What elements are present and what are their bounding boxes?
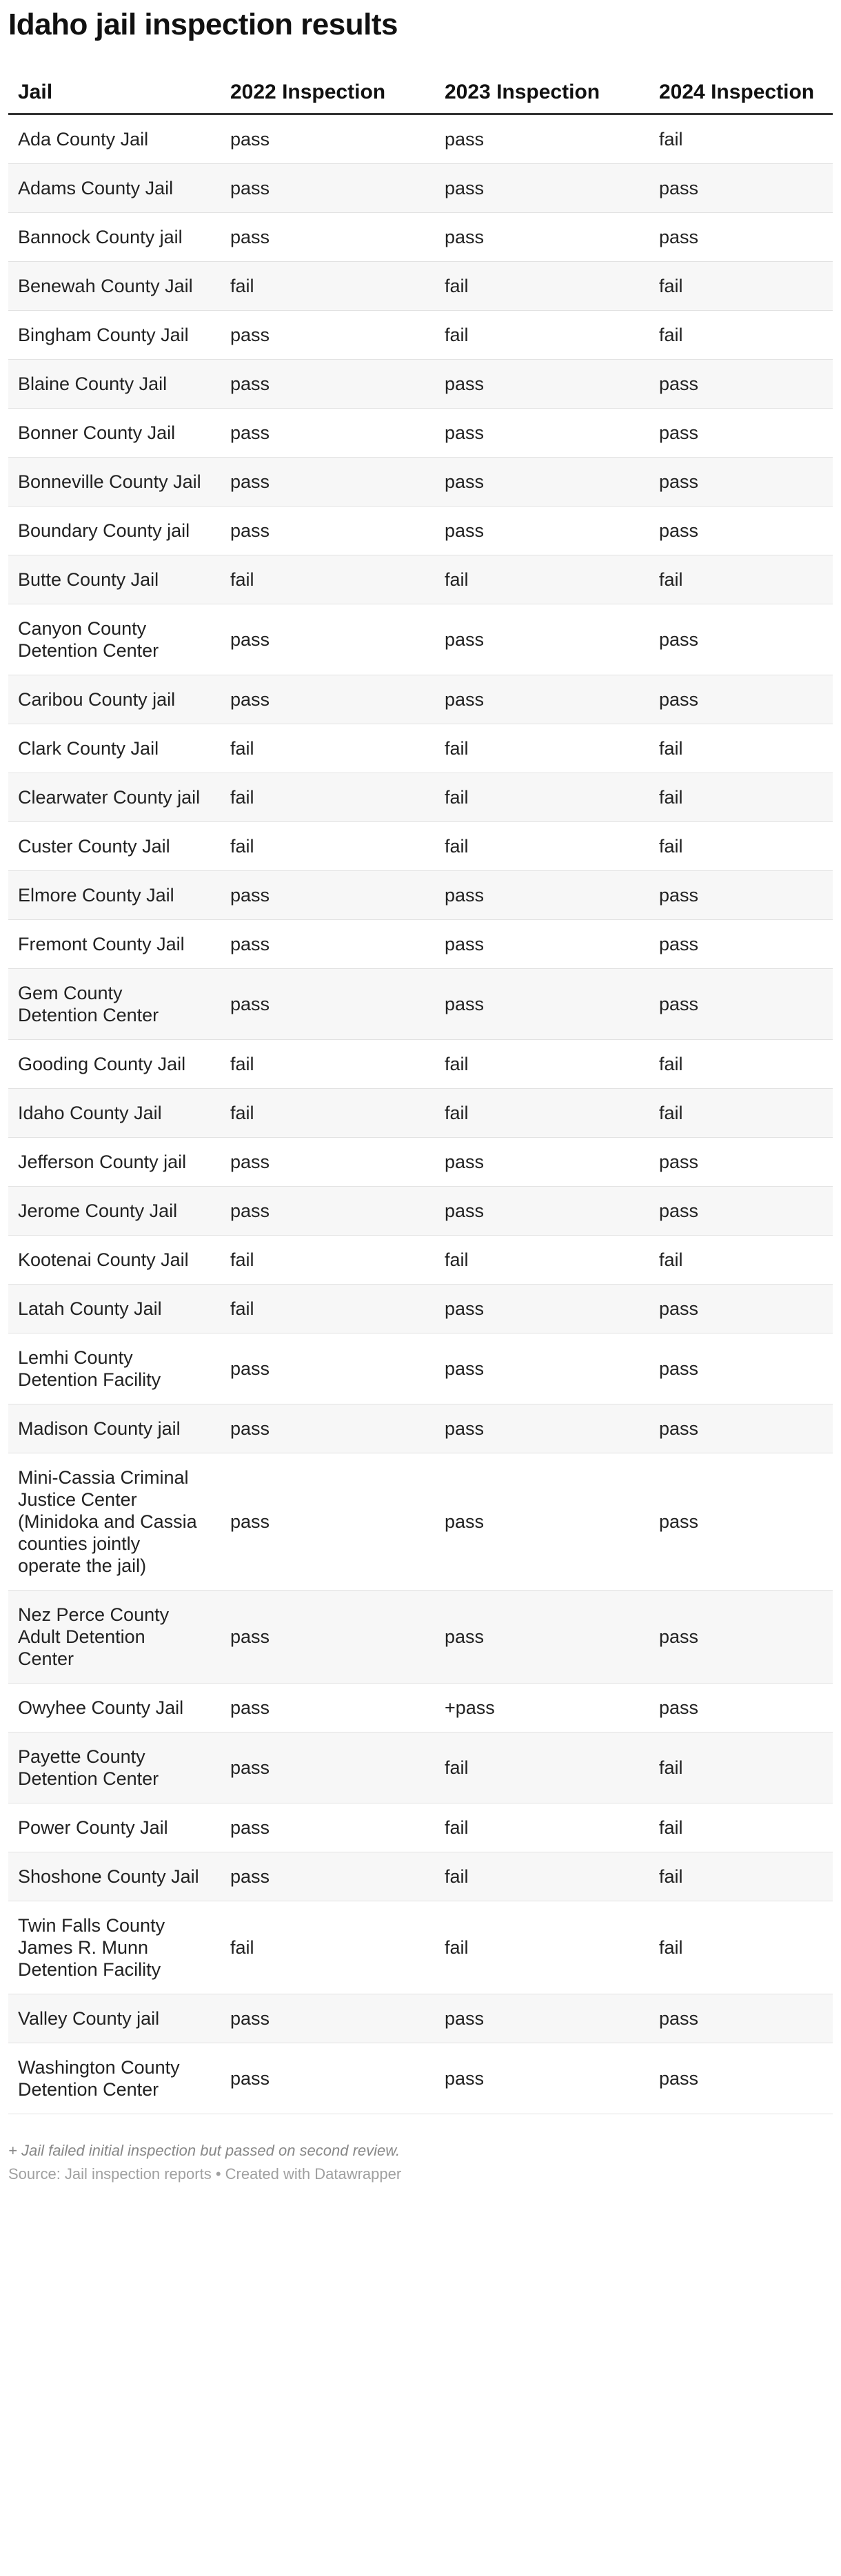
inspection-2024-cell: pass (649, 213, 833, 262)
inspection-2022-cell: pass (221, 871, 435, 920)
inspection-2023-cell: fail (435, 1852, 649, 1901)
column-header-jail[interactable]: Jail (8, 72, 221, 114)
inspection-2022-cell: pass (221, 1732, 435, 1803)
table-row (8, 555, 833, 604)
inspection-2022-cell: fail (221, 1285, 435, 1333)
inspection-2022-cell: pass (221, 507, 435, 555)
table-row (8, 724, 833, 773)
inspection-2022-cell: fail (221, 822, 435, 871)
inspection-2024-cell: pass (649, 1591, 833, 1684)
inspection-2024-cell: fail (649, 1236, 833, 1285)
inspection-2023-cell: pass (435, 1453, 649, 1591)
inspection-2022-cell: fail (221, 724, 435, 773)
inspection-2024-cell: pass (649, 1404, 833, 1453)
inspection-2022-cell: fail (221, 1089, 435, 1138)
jail-name-cell: Jefferson County jail (8, 1138, 221, 1187)
inspection-2022-cell: fail (221, 1901, 435, 1994)
inspection-2024-cell: fail (649, 1732, 833, 1803)
inspection-2023-cell: pass (435, 213, 649, 262)
jail-name-cell: Caribou County jail (8, 675, 221, 724)
inspection-2023-cell: pass (435, 164, 649, 213)
inspection-2023-cell: pass (435, 507, 649, 555)
inspection-2023-cell: pass (435, 604, 649, 675)
jail-name-cell: Boundary County jail (8, 507, 221, 555)
jail-name-cell: Nez Perce County Adult Detention Center (8, 1591, 221, 1684)
inspection-2022-cell: pass (221, 2043, 435, 2114)
column-header-2024[interactable]: 2024 Inspection (649, 72, 833, 114)
inspection-2022-cell: fail (221, 1236, 435, 1285)
table-row (8, 2043, 833, 2114)
jail-name-cell: Jerome County Jail (8, 1187, 221, 1236)
table-row (8, 1684, 833, 1732)
inspection-2024-cell: pass (649, 1333, 833, 1404)
inspection-2024-cell: fail (649, 1901, 833, 1994)
notes (8, 2139, 833, 2186)
inspection-2024-cell: fail (649, 114, 833, 164)
inspection-2022-cell: pass (221, 920, 435, 969)
jail-name-cell: Gem County Detention Center (8, 969, 221, 1040)
table-header (8, 72, 833, 114)
inspection-2023-cell: fail (435, 724, 649, 773)
table-row (8, 1138, 833, 1187)
jail-name-cell: Valley County jail (8, 1994, 221, 2043)
inspection-2023-cell: pass (435, 458, 649, 507)
jail-name-cell: Bannock County jail (8, 213, 221, 262)
jail-name-cell: Adams County Jail (8, 164, 221, 213)
inspection-2023-cell: pass (435, 1591, 649, 1684)
inspection-2023-cell: pass (435, 871, 649, 920)
inspection-2023-cell: pass (435, 360, 649, 409)
jail-name-cell: Clearwater County jail (8, 773, 221, 822)
table-row (8, 822, 833, 871)
inspection-2024-cell: pass (649, 360, 833, 409)
jail-name-cell: Owyhee County Jail (8, 1684, 221, 1732)
inspection-2022-cell: pass (221, 1591, 435, 1684)
inspection-2023-cell: fail (435, 1803, 649, 1852)
inspection-2022-cell: pass (221, 604, 435, 675)
inspection-2023-cell: fail (435, 1732, 649, 1803)
inspection-2024-cell: pass (649, 1994, 833, 2043)
jail-name-cell: Twin Falls County James R. Munn Detention Facility (8, 1901, 221, 1994)
inspection-2022-cell: fail (221, 773, 435, 822)
inspection-2024-cell: pass (649, 871, 833, 920)
table-row (8, 773, 833, 822)
inspection-2023-cell: pass (435, 1994, 649, 2043)
jail-name-cell: Elmore County Jail (8, 871, 221, 920)
table-row (8, 458, 833, 507)
jail-name-cell: Gooding County Jail (8, 1040, 221, 1089)
inspection-2024-cell: pass (649, 409, 833, 458)
inspection-2022-cell: pass (221, 1684, 435, 1732)
inspection-2024-cell: fail (649, 555, 833, 604)
inspection-2024-cell: fail (649, 1089, 833, 1138)
inspection-2022-cell: pass (221, 1187, 435, 1236)
inspection-2022-cell: pass (221, 114, 435, 164)
inspection-2024-cell: fail (649, 262, 833, 311)
inspection-2023-cell: fail (435, 822, 649, 871)
jail-name-cell: Custer County Jail (8, 822, 221, 871)
table-row (8, 164, 833, 213)
jail-name-cell: Mini-Cassia Criminal Justice Center (Minidoka and Cassia counties jointly operate the jail) (8, 1453, 221, 1591)
jail-name-cell: Bonneville County Jail (8, 458, 221, 507)
jail-name-cell: Fremont County Jail (8, 920, 221, 969)
inspection-2022-cell: pass (221, 213, 435, 262)
jail-name-cell: Power County Jail (8, 1803, 221, 1852)
inspection-2023-cell: pass (435, 1187, 649, 1236)
jail-name-cell: Ada County Jail (8, 114, 221, 164)
inspection-2024-cell: pass (649, 1187, 833, 1236)
inspection-2023-cell: pass (435, 969, 649, 1040)
table-row (8, 1852, 833, 1901)
jail-name-cell: Latah County Jail (8, 1285, 221, 1333)
table-row (8, 1803, 833, 1852)
table-body (8, 114, 833, 2114)
jail-name-cell: Kootenai County Jail (8, 1236, 221, 1285)
inspection-2023-cell: pass (435, 1404, 649, 1453)
jail-name-cell: Madison County jail (8, 1404, 221, 1453)
inspection-2024-cell: pass (649, 1138, 833, 1187)
inspection-2023-cell: fail (435, 1901, 649, 1994)
inspection-2024-cell: pass (649, 1453, 833, 1591)
inspection-2022-cell: pass (221, 360, 435, 409)
table-row (8, 114, 833, 164)
footnote: + Jail failed initial inspection but passed on second review. (8, 2142, 401, 2159)
inspection-2022-cell: pass (221, 1453, 435, 1591)
inspection-2024-cell: pass (649, 1684, 833, 1732)
inspection-2023-cell: +pass (435, 1684, 649, 1732)
inspection-2022-cell: pass (221, 1994, 435, 2043)
inspection-2022-cell: fail (221, 262, 435, 311)
table-row (8, 409, 833, 458)
inspection-2024-cell: pass (649, 2043, 833, 2114)
inspection-2024-cell: pass (649, 1285, 833, 1333)
inspection-2023-cell: pass (435, 1285, 649, 1333)
table-row (8, 1187, 833, 1236)
inspection-2024-cell: fail (649, 773, 833, 822)
inspection-2024-cell: fail (649, 724, 833, 773)
inspection-2024-cell: pass (649, 164, 833, 213)
table-row (8, 1591, 833, 1684)
inspection-2024-cell: fail (649, 311, 833, 360)
inspection-2023-cell: fail (435, 311, 649, 360)
inspection-2022-cell: pass (221, 458, 435, 507)
inspection-2022-cell: pass (221, 409, 435, 458)
inspection-2024-cell: fail (649, 822, 833, 871)
header-row (8, 72, 833, 114)
table-row (8, 871, 833, 920)
table-row (8, 969, 833, 1040)
inspection-2022-cell: pass (221, 969, 435, 1040)
jail-name-cell: Clark County Jail (8, 724, 221, 773)
inspection-2023-cell: fail (435, 773, 649, 822)
jail-name-cell: Washington County Detention Center (8, 2043, 221, 2114)
inspection-2022-cell: fail (221, 1040, 435, 1089)
inspection-2024-cell: pass (649, 675, 833, 724)
table-row (8, 1040, 833, 1089)
table-row (8, 311, 833, 360)
table-row (8, 920, 833, 969)
table-row (8, 213, 833, 262)
inspection-2023-cell: pass (435, 2043, 649, 2114)
inspection-2022-cell: pass (221, 164, 435, 213)
table-row (8, 1404, 833, 1453)
inspection-2023-cell: fail (435, 1236, 649, 1285)
table-row (8, 262, 833, 311)
inspection-2023-cell: pass (435, 114, 649, 164)
inspection-2022-cell: pass (221, 1852, 435, 1901)
inspection-2024-cell: pass (649, 969, 833, 1040)
column-header-2022[interactable]: 2022 Inspection (221, 72, 435, 114)
jail-name-cell: Bingham County Jail (8, 311, 221, 360)
inspection-2024-cell: fail (649, 1803, 833, 1852)
inspection-2022-cell: pass (221, 675, 435, 724)
inspection-2022-cell: pass (221, 1138, 435, 1187)
inspection-2022-cell: pass (221, 1333, 435, 1404)
inspection-2022-cell: pass (221, 1803, 435, 1852)
jail-name-cell: Lemhi County Detention Facility (8, 1333, 221, 1404)
inspection-2024-cell: pass (649, 458, 833, 507)
inspection-2022-cell: fail (221, 555, 435, 604)
table-row (8, 675, 833, 724)
table-row (8, 1089, 833, 1138)
inspection-table (8, 72, 833, 2114)
table-row (8, 360, 833, 409)
inspection-2022-cell: pass (221, 311, 435, 360)
page-title: Idaho jail inspection results (8, 8, 398, 41)
jail-name-cell: Bonner County Jail (8, 409, 221, 458)
inspection-2023-cell: fail (435, 262, 649, 311)
table-row (8, 507, 833, 555)
inspection-2024-cell: fail (649, 1852, 833, 1901)
table-row (8, 1453, 833, 1591)
inspection-2023-cell: pass (435, 1333, 649, 1404)
jail-name-cell: Payette County Detention Center (8, 1732, 221, 1803)
jail-name-cell: Canyon County Detention Center (8, 604, 221, 675)
jail-name-cell: Benewah County Jail (8, 262, 221, 311)
table-row (8, 1994, 833, 2043)
inspection-2023-cell: fail (435, 1089, 649, 1138)
jail-name-cell: Idaho County Jail (8, 1089, 221, 1138)
inspection-2024-cell: pass (649, 507, 833, 555)
table-row (8, 1285, 833, 1333)
source-credit: Source: Jail inspection reports • Created with Datawrapper (8, 2165, 402, 2183)
inspection-2023-cell: pass (435, 1138, 649, 1187)
inspection-2023-cell: fail (435, 555, 649, 604)
jail-name-cell: Shoshone County Jail (8, 1852, 221, 1901)
inspection-2024-cell: pass (649, 604, 833, 675)
table-row (8, 1236, 833, 1285)
table-row (8, 1732, 833, 1803)
table-row (8, 1901, 833, 1994)
jail-name-cell: Butte County Jail (8, 555, 221, 604)
inspection-2024-cell: fail (649, 1040, 833, 1089)
table-row (8, 1333, 833, 1404)
inspection-2023-cell: pass (435, 920, 649, 969)
inspection-2022-cell: pass (221, 1404, 435, 1453)
jail-name-cell: Blaine County Jail (8, 360, 221, 409)
inspection-2023-cell: pass (435, 675, 649, 724)
inspection-2023-cell: pass (435, 409, 649, 458)
column-header-2023[interactable]: 2023 Inspection (435, 72, 649, 114)
inspection-2024-cell: pass (649, 920, 833, 969)
inspection-2023-cell: fail (435, 1040, 649, 1089)
table-row (8, 604, 833, 675)
